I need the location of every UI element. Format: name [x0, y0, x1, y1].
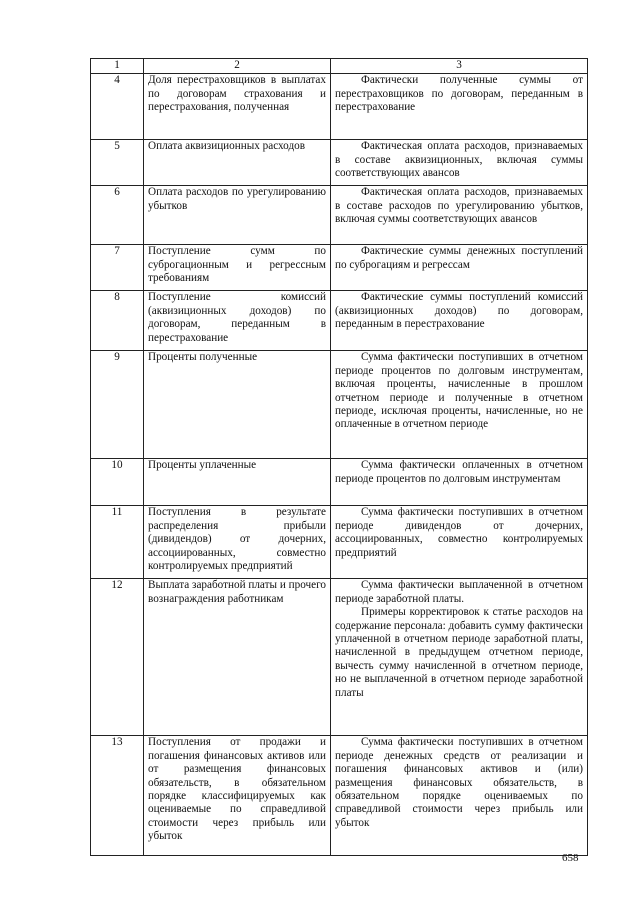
row-description — [331, 579, 588, 736]
row-description — [331, 506, 588, 579]
description-paragraph: Фактически полученные суммы от перестраховщиков по договорам, переданным в перестрахование — [335, 74, 583, 114]
row-description — [331, 140, 588, 186]
table-row — [91, 506, 588, 579]
row-description — [331, 74, 588, 140]
row-name: Проценты уплаченные — [144, 459, 331, 506]
row-number: 11 — [91, 506, 144, 579]
row-name: Поступление сумм по суброгационным и регрессным требованиям — [144, 245, 331, 291]
table-row — [91, 74, 588, 140]
row-description — [331, 291, 588, 351]
row-description — [331, 736, 588, 856]
row-description — [331, 245, 588, 291]
row-number: 8 — [91, 291, 144, 351]
description-paragraph: Фактические суммы денежных поступлений по суброгациям и регрессам — [335, 245, 583, 271]
row-number: 4 — [91, 74, 144, 140]
indicators-table — [90, 58, 588, 856]
description-paragraph: Фактическая оплата расходов, признаваемых в составе расходов по урегулированию убытков, включая суммы соответствующих авансов — [335, 186, 583, 226]
header-cell-2: 2 — [144, 59, 331, 74]
header-cell-3: 3 — [331, 59, 588, 74]
table-row — [91, 140, 588, 186]
page-number: 658 — [562, 852, 579, 864]
description-paragraph: Примеры корректировок к статье расходов на содержание персонала: добавить сумму фактически уплаченной в отчетном периоде заработной платы, начисленной в предыдущем отчетном периоде, вычесть сумму начисленной в отчетном периоде, но не выплаченной в отчетном периоде заработной платы — [335, 606, 583, 699]
row-number: 12 — [91, 579, 144, 736]
row-name: Оплата расходов по урегулированию убытков — [144, 186, 331, 245]
header-cell-1: 1 — [91, 59, 144, 74]
description-paragraph: Сумма фактически выплаченной в отчетном периоде заработной платы. — [335, 579, 583, 605]
description-paragraph: Сумма фактически оплаченных в отчетном периоде процентов по долговым инструментам — [335, 459, 583, 485]
row-number: 13 — [91, 736, 144, 856]
row-description — [331, 186, 588, 245]
row-description — [331, 459, 588, 506]
description-paragraph: Сумма фактически поступивших в отчетном периоде денежных средств от реализации и погашения финансовых активов и (или) размещения финансовых обязательств, в обязательном порядке оцениваемых по справедливой стоимости через прибыль или убыток — [335, 736, 583, 829]
table-row — [91, 736, 588, 856]
row-name: Оплата аквизиционных расходов — [144, 140, 331, 186]
table-row — [91, 291, 588, 351]
table-row — [91, 351, 588, 459]
table-row — [91, 579, 588, 736]
row-name: Выплата заработной платы и прочего вознаграждения работникам — [144, 579, 331, 736]
row-name: Доля перестраховщиков в выплатах по договорам страхования и перестрахования, полученная — [144, 74, 331, 140]
description-paragraph: Сумма фактически поступивших в отчетном периоде процентов по долговым инструментам, включая проценты, начисленные в прошлом отчетном периоде и полученные в отчетном периоде, исключая проценты, начисленные, но не оплаченные в отчетном периоде — [335, 351, 583, 431]
row-name: Поступление комиссий (аквизиционных доходов) по договорам, переданным в перестрахование — [144, 291, 331, 351]
description-paragraph: Сумма фактически поступивших в отчетном периоде дивидендов от дочерних, ассоциированных, совместно контролируемых предприятий — [335, 506, 583, 559]
row-name: Проценты полученные — [144, 351, 331, 459]
row-name: Поступления от продажи и погашения финансовых активов или от размещения финансовых обязательств, в обязательном порядке классифицируемых как оцениваемые по справедливой стоимости через прибыль или убыток — [144, 736, 331, 856]
row-number: 5 — [91, 140, 144, 186]
row-number: 9 — [91, 351, 144, 459]
table-row — [91, 459, 588, 506]
table-row — [91, 186, 588, 245]
row-number: 7 — [91, 245, 144, 291]
description-paragraph: Фактическая оплата расходов, признаваемых в составе аквизиционных, включая суммы соответствующих авансов — [335, 140, 583, 180]
row-number: 10 — [91, 459, 144, 506]
row-number: 6 — [91, 186, 144, 245]
row-name: Поступления в результате распределения прибыли (дивидендов) от дочерних, ассоциированных, совместно контролируемых предприятий — [144, 506, 331, 579]
table-header-row — [91, 59, 588, 74]
table-row — [91, 245, 588, 291]
row-description — [331, 351, 588, 459]
description-paragraph: Фактические суммы поступлений комиссий (аквизиционных доходов) по договорам, переданным в перестрахование — [335, 291, 583, 331]
